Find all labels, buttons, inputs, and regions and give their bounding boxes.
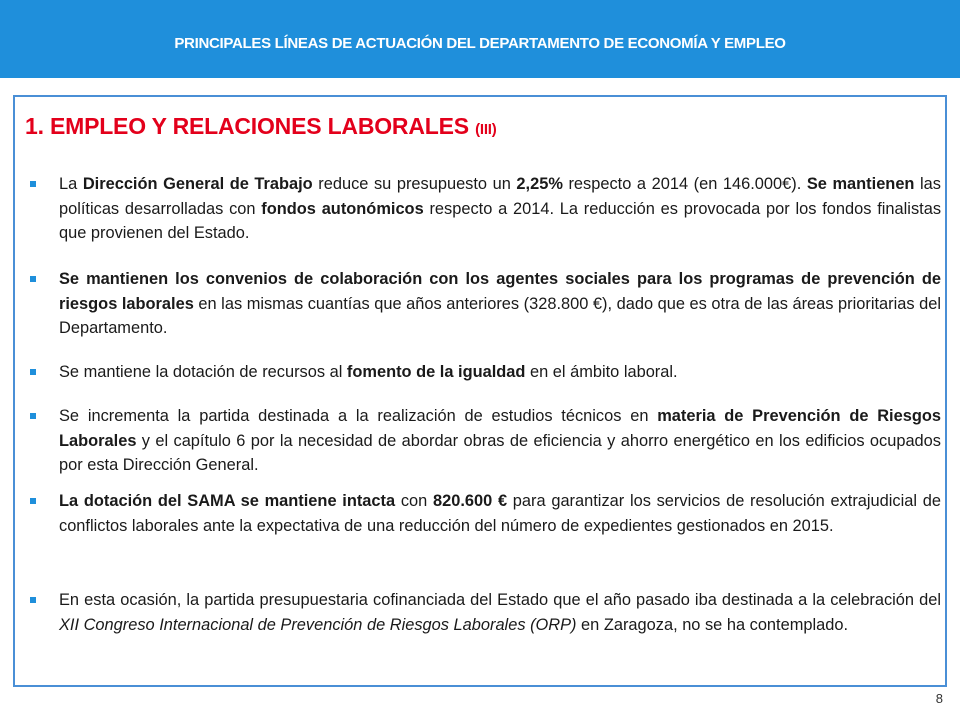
square-bullet-icon	[30, 498, 36, 504]
page-number: 8	[935, 691, 943, 706]
slide-header	[0, 0, 960, 78]
square-bullet-icon	[30, 369, 36, 375]
square-bullet-icon	[30, 413, 36, 419]
square-bullet-icon	[30, 597, 36, 603]
content-box	[13, 95, 947, 687]
bullet-item: La dotación del SAMA se mantiene intacta con 820.600 € para garantizar los servicios de resolución extrajudicial de conflictos laborales ante la expectativa de una reducción del número de expedientes gestionados en 2015.	[30, 489, 941, 538]
bullet-item: Se mantienen los convenios de colaboración con los agentes sociales para los programas de prevención de riesgos laborales en las mismas cuantías que años anteriores (328.800 €), dado que es otra de las áreas prioritarias del Departamento.	[30, 267, 941, 341]
section-title-text: 1. EMPLEO Y RELACIONES LABORALES	[25, 113, 469, 139]
section-title-suffix: (III)	[475, 121, 497, 138]
bullet-item: Se incrementa la partida destinada a la realización de estudios técnicos en materia de Prevención de Riesgos Laborales y el capítulo 6 por la necesidad de abordar obras de eficiencia y ahorro energético en los edificios ocupados por esta Dirección General.	[30, 404, 941, 478]
bullet-item: La Dirección General de Trabajo reduce su presupuesto un 2,25% respecto a 2014 (en 146.000€). Se mantienen las políticas desarrolladas con fondos autonómicos respecto a 2014. La reducción es provocada por los fondos finalistas que provienen del Estado.	[30, 172, 941, 246]
square-bullet-icon	[30, 276, 36, 282]
bullet-item: En esta ocasión, la partida presupuestaria cofinanciada del Estado que el año pasado iba destinada a la celebración del XII Congreso Internacional de Prevención de Riesgos Laborales (ORP) en Zaragoza, no se ha contemplado.	[30, 588, 941, 637]
square-bullet-icon	[30, 181, 36, 187]
section-title	[25, 113, 497, 140]
bullet-item: Se mantiene la dotación de recursos al fomento de la igualdad en el ámbito laboral.	[30, 360, 941, 385]
header-title: PRINCIPALES LÍNEAS DE ACTUACIÓN DEL DEPARTAMENTO DE ECONOMÍA Y EMPLEO	[174, 34, 786, 52]
